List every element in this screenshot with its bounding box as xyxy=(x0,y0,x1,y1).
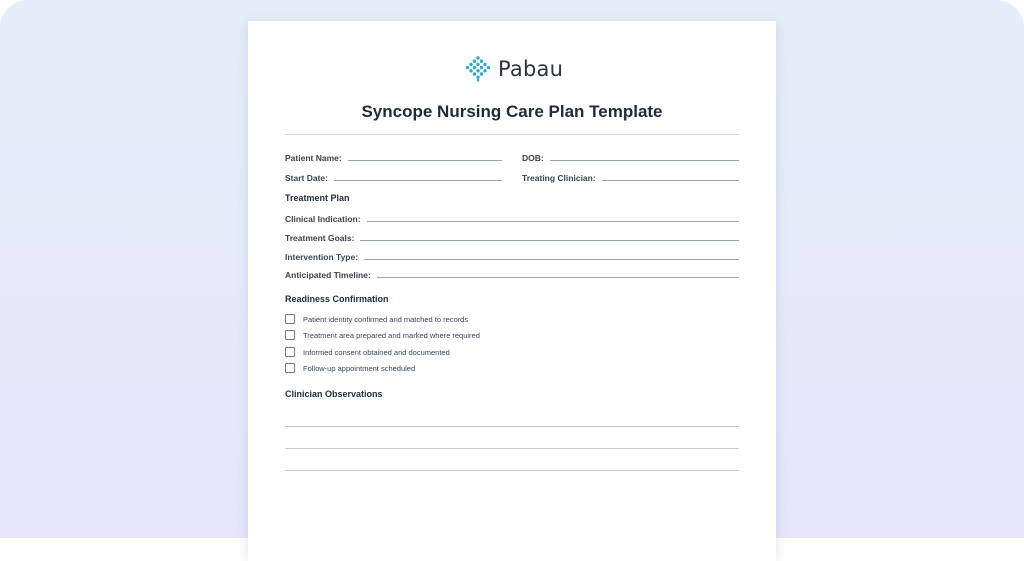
intervention-type-line[interactable] xyxy=(364,259,739,260)
observation-line[interactable] xyxy=(285,448,739,449)
clinical-indication-field[interactable] xyxy=(285,210,739,224)
readiness-item-label: Treatment area prepared and marked where required xyxy=(303,330,480,340)
intervention-type-label: Intervention Type: xyxy=(285,252,359,262)
start-date-field[interactable] xyxy=(285,169,502,183)
checkbox[interactable] xyxy=(285,363,295,373)
anticipated-timeline-line[interactable] xyxy=(377,277,739,278)
readiness-item-label: Informed consent obtained and documented xyxy=(303,347,450,357)
brand-logo xyxy=(464,56,563,82)
brand-name: Pabau xyxy=(498,57,564,81)
observation-line[interactable] xyxy=(285,426,739,427)
dob-label: DOB: xyxy=(522,153,544,163)
start-date-line[interactable] xyxy=(334,180,502,181)
readiness-item-label: Patient identity confirmed and matched to records xyxy=(303,314,469,324)
checkbox[interactable] xyxy=(285,330,295,340)
intervention-type-field[interactable] xyxy=(285,248,739,262)
document-title: Syncope Nursing Care Plan Template xyxy=(361,102,663,121)
start-date-label: Start Date: xyxy=(285,173,328,183)
observation-line[interactable] xyxy=(285,470,739,471)
readiness-item[interactable] xyxy=(285,362,415,374)
dob-line[interactable] xyxy=(550,160,739,161)
treating-clinician-label: Treating Clinician: xyxy=(522,173,596,183)
readiness-item[interactable] xyxy=(285,346,450,358)
patient-name-line[interactable] xyxy=(348,160,502,161)
treatment-goals-line[interactable] xyxy=(360,240,739,241)
patient-name-field[interactable] xyxy=(285,149,502,163)
clinical-indication-line[interactable] xyxy=(367,221,739,222)
document-sheet xyxy=(248,21,776,561)
checkbox[interactable] xyxy=(285,314,295,324)
title-divider xyxy=(285,134,739,135)
diamond-dots-logo-icon xyxy=(464,56,492,82)
readiness-heading: Readiness Confirmation xyxy=(285,294,389,304)
treatment-goals-label: Treatment Goals: xyxy=(285,233,355,243)
checkbox[interactable] xyxy=(285,347,295,357)
observations-heading: Clinician Observations xyxy=(285,389,383,399)
patient-name-label: Patient Name: xyxy=(285,153,342,163)
anticipated-timeline-field[interactable] xyxy=(285,266,739,280)
readiness-item[interactable] xyxy=(285,313,468,325)
dob-field[interactable] xyxy=(522,149,739,163)
clinical-indication-label: Clinical Indication: xyxy=(285,214,361,224)
treatment-goals-field[interactable] xyxy=(285,229,739,243)
anticipated-timeline-label: Anticipated Timeline: xyxy=(285,270,371,280)
treatment-plan-heading: Treatment Plan xyxy=(285,193,350,203)
treating-clinician-field[interactable] xyxy=(522,169,739,183)
readiness-item[interactable] xyxy=(285,329,480,341)
treating-clinician-line[interactable] xyxy=(602,180,739,181)
readiness-item-label: Follow-up appointment scheduled xyxy=(303,363,416,373)
